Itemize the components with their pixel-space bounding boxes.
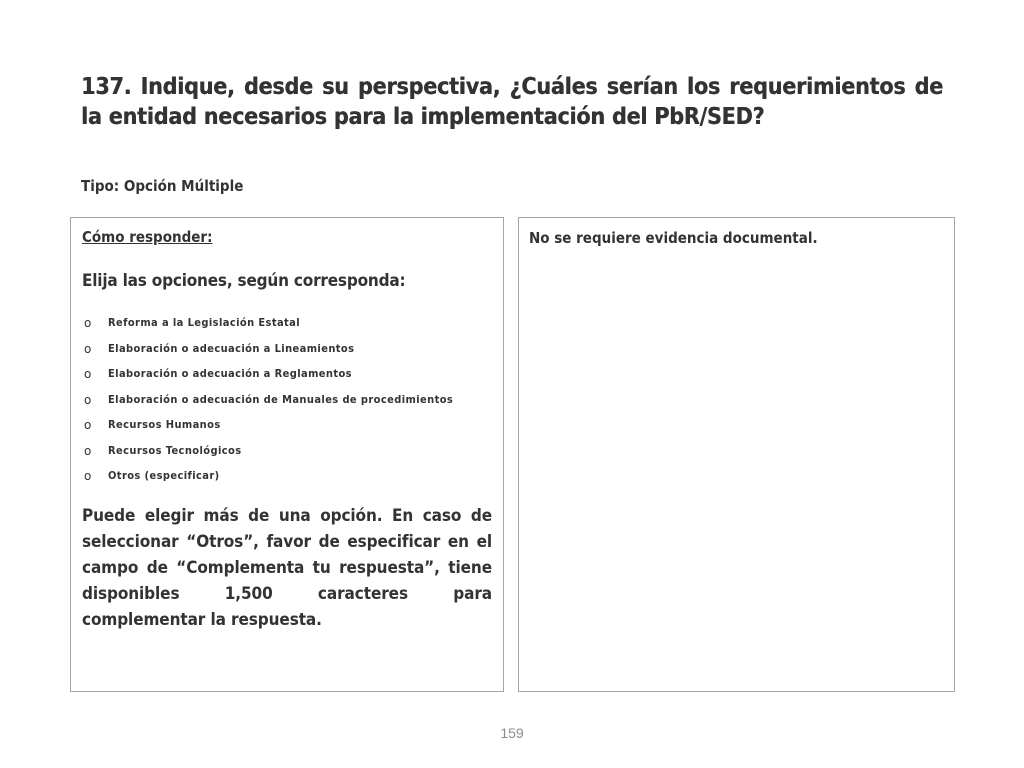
list-item xyxy=(82,444,492,470)
list-item xyxy=(82,393,492,419)
circle-bullet-icon: o xyxy=(84,367,92,381)
question-type: Tipo: Opción Múltiple xyxy=(81,177,244,195)
list-item xyxy=(82,367,492,393)
how-to-answer-heading: Cómo responder: xyxy=(82,228,213,246)
option-label: Elaboración o adecuación de Manuales de procedimientos xyxy=(108,392,454,406)
list-item xyxy=(82,316,492,342)
circle-bullet-icon: o xyxy=(84,316,92,330)
circle-bullet-icon: o xyxy=(84,469,92,483)
option-label: Elaboración o adecuación a Reglamentos xyxy=(108,367,352,380)
list-item xyxy=(82,418,492,444)
evidence-text: No se requiere evidencia documental. xyxy=(529,229,818,247)
option-label: Reforma a la Legislación Estatal xyxy=(108,316,301,329)
question-title: 137. Indique, desde su perspectiva, ¿Cuáles serían los requerimientos de la entidad necesarios para la implementación del PbR/SED? xyxy=(81,74,943,130)
multiple-choice-note: Puede elegir más de una opción. En caso de seleccionar “Otros”, favor de especificar en el campo de “Complementa tu respuesta”, tiene disponibles 1,500 caracteres para complementar la respuesta. xyxy=(82,505,492,630)
list-item xyxy=(82,342,492,368)
circle-bullet-icon: o xyxy=(84,392,92,407)
circle-bullet-icon: o xyxy=(84,443,92,458)
page-number: 159 xyxy=(500,725,524,741)
instruction-text: Elija las opciones, según corresponda: xyxy=(82,271,406,291)
option-label: Recursos Humanos xyxy=(108,418,221,431)
list-item xyxy=(82,469,492,495)
options-list xyxy=(82,316,492,495)
option-label: Recursos Tecnológicos xyxy=(108,443,242,457)
option-label: Elaboración o adecuación a Lineamientos xyxy=(108,341,355,355)
evidence-box xyxy=(518,217,955,692)
circle-bullet-icon: o xyxy=(84,341,92,356)
circle-bullet-icon: o xyxy=(84,418,92,432)
option-label: Otros (especificar) xyxy=(108,469,220,482)
answer-instructions-box xyxy=(70,217,504,692)
